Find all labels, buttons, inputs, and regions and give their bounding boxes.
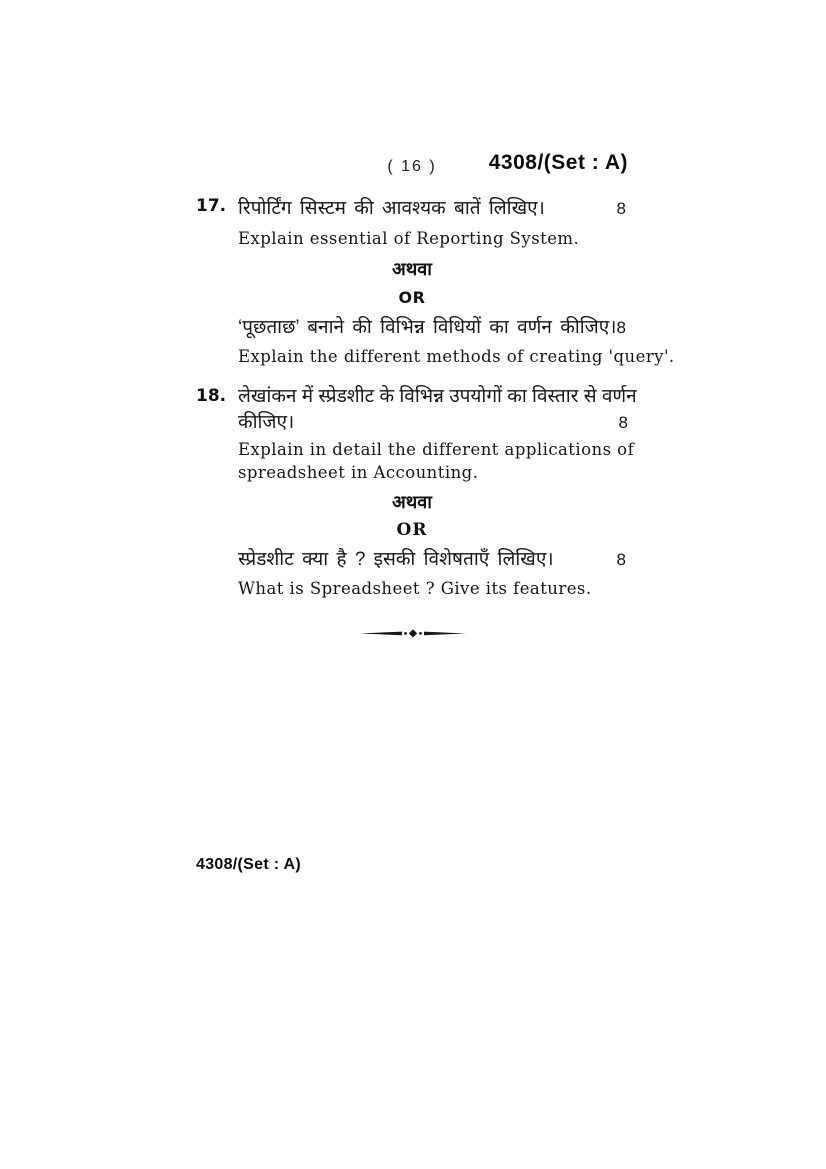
question-18-english <box>238 439 635 484</box>
question-18-hindi <box>238 384 637 436</box>
paper-code-footer: 4308/(Set : A) <box>196 856 301 873</box>
question-17-alt-hindi: ‘पूछताछ’ बनाने की विभिन्न विधियों का वर्णन कीजिए। <box>238 317 617 338</box>
question-18-or-hindi: अथवा <box>392 492 432 512</box>
question-18-alt-hindi: स्प्रेडशीट क्या है ? इसकी विशेषताएँ लिखिए। <box>238 549 554 570</box>
question-18-number: 18. <box>196 386 227 406</box>
question-18-or-english: OR <box>396 520 428 540</box>
question-18-english-line1: Explain in detail the different applications of <box>238 440 635 459</box>
question-18-hindi-line2: कीजिए। <box>238 412 295 433</box>
question-18-marks: 8 <box>618 413 628 432</box>
question-18-alt-marks: 8 <box>616 550 626 569</box>
question-18-alt-english: What is Spreadsheet ? Give its features. <box>238 579 592 598</box>
paper-code-header: 4308/(Set : A) <box>488 151 628 174</box>
question-17-alt-english: Explain the different methods of creating 'query'. <box>238 347 675 366</box>
section-end-divider-icon <box>360 628 466 639</box>
page-number: ( 16 ) <box>387 158 437 175</box>
question-17-english: Explain essential of Reporting System. <box>238 229 580 248</box>
question-17-alt-marks: 8 <box>616 318 626 337</box>
question-18-english-line2: spreadsheet in Accounting. <box>238 462 479 482</box>
question-17-or-english: OR <box>398 288 426 307</box>
question-17-hindi: रिपोर्टिंग सिस्टम की आवश्यक बातें लिखिए। <box>238 198 545 219</box>
question-17-marks: 8 <box>616 199 626 218</box>
question-17-or-hindi: अथवा <box>392 259 432 279</box>
question-17-number: 17. <box>196 196 227 216</box>
question-18-hindi-line1: लेखांकन में स्प्रेडशीट के विभिन्न उपयोगों का विस्तार से वर्णन <box>238 386 637 407</box>
